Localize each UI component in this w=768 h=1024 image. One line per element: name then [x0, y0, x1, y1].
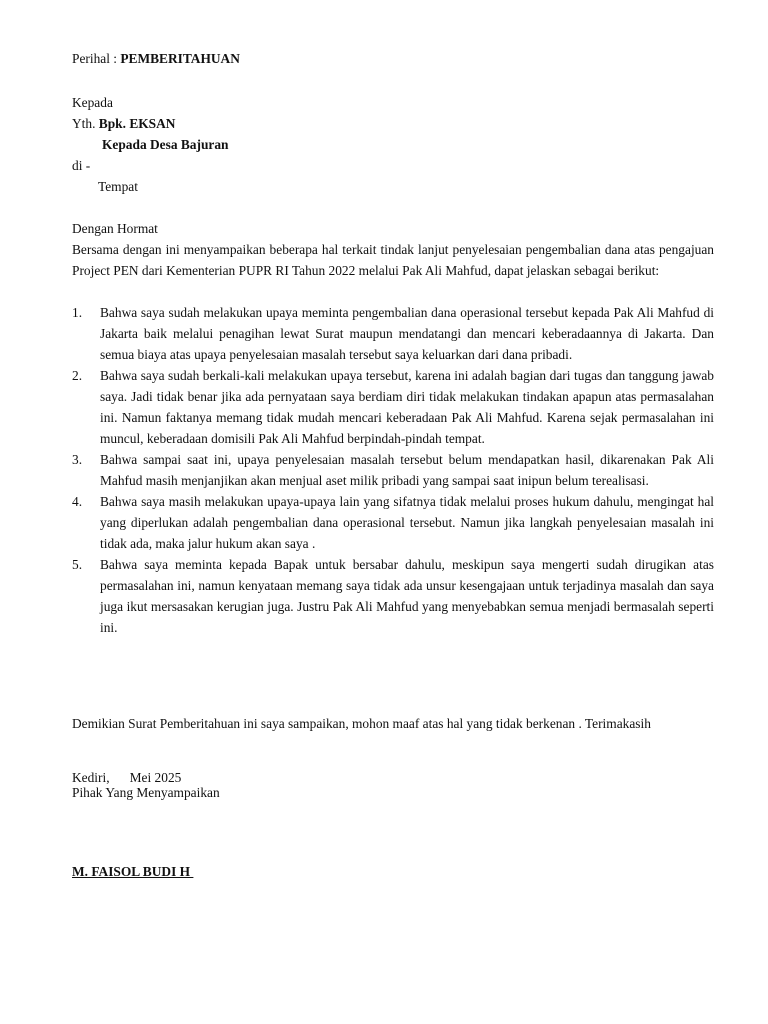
points-list — [72, 302, 714, 638]
subject-value: PEMBERITAHUAN — [120, 51, 240, 66]
list-item — [72, 491, 714, 554]
recipient-tempat: Tempat — [98, 179, 138, 194]
place-date: Kediri, Mei 2025 — [72, 770, 182, 785]
sender-title: Pihak Yang Menyampaikan — [72, 785, 220, 800]
list-item-number: 4. — [72, 494, 83, 509]
recipient-name: Bpk. EKSAN — [98, 116, 176, 131]
list-item-text: Bahwa saya sudah berkali-kali melakukan upaya tersebut, karena ini adalah bagian dari tugas dan tanggung jawab saya. Jadi tidak benar jika ada pernyataan saya berdiam diri tidak melakukan tindakan apapun atas permasalahan ini. Namun faktanya memang tidak mudah mencari keberadaan Pak Ali Mahfud. Karena sejak permasalahan ini muncul, keberadaan domisili Pak Ali Mahfud berpindah-pindah tempat. — [100, 368, 714, 446]
list-item — [72, 302, 714, 365]
list-item — [72, 365, 714, 449]
list-item-number: 3. — [72, 452, 83, 467]
closing-paragraph: Demikian Surat Pemberitahuan ini saya sampaikan, mohon maaf atas hal yang tidak berkenan . Terimakasih — [72, 716, 651, 731]
subject-line — [72, 51, 240, 67]
list-item-text: Bahwa saya meminta kepada Bapak untuk bersabar dahulu, meskipun saya mengerti sudah dirugikan atas permasalahan ini, namun kenyataan memang saya tidak ada unsur kesengajaan untuk terjadinya masalah dan saya juga ikut mersasakan kerugian juga. Justru Pak Ali Mahfud yang menyebabkan semua menjadi bermasalah seperti ini. — [100, 557, 714, 635]
list-item-number: 1. — [72, 305, 83, 320]
list-item-number: 5. — [72, 557, 83, 572]
subject-label: Perihal : — [72, 51, 117, 66]
greeting: Dengan Hormat — [72, 221, 158, 236]
list-item-number: 2. — [72, 368, 83, 383]
signer-name: M. FAISOL BUDI H — [72, 864, 194, 879]
recipient-di: di - — [72, 158, 91, 173]
list-item-text: Bahwa saya sudah melakukan upaya meminta pengembalian dana operasional tersebut kepada Pak Ali Mahfud di Jakarta baik melalui penagihan lewat Surat maupun mendatangi dan mencari keberadaannya di Jakarta. Dan semua biaya atas upaya penyelesaian masalah tersebut saya keluarkan dari dana pribadi. — [100, 305, 714, 362]
list-item — [72, 554, 714, 638]
recipient-yth: Yth. — [72, 116, 96, 131]
recipient-kepada: Kepada — [72, 95, 113, 110]
list-item-text: Bahwa sampai saat ini, upaya penyelesaian masalah tersebut belum mendapatkan hasil, dikarenakan Pak Ali Mahfud masih menjanjikan akan menjual aset milik pribadi yang sampai saat inipun belum terealisasi. — [100, 452, 714, 488]
list-item — [72, 449, 714, 491]
intro-paragraph: Bersama dengan ini menyampaikan beberapa hal terkait tindak lanjut penyelesaian pengembalian dana atas pengajuan Project PEN dari Kementerian PUPR RI Tahun 2022 melalui Pak Ali Mahfud, dapat jelaskan sebagai berikut: — [72, 242, 714, 278]
recipient-position: Kepada Desa Bajuran — [102, 137, 229, 152]
list-item-text: Bahwa saya masih melakukan upaya-upaya lain yang sifatnya tidak melalui proses hukum dahulu, mengingat hal yang diperlukan adalah pengembalian dana operasional tersebut. Namun jika langkah penyelesaian masalah ini tidak ada, maka jalur hukum akan saya . — [100, 494, 714, 551]
recipient-name-line — [72, 116, 175, 132]
